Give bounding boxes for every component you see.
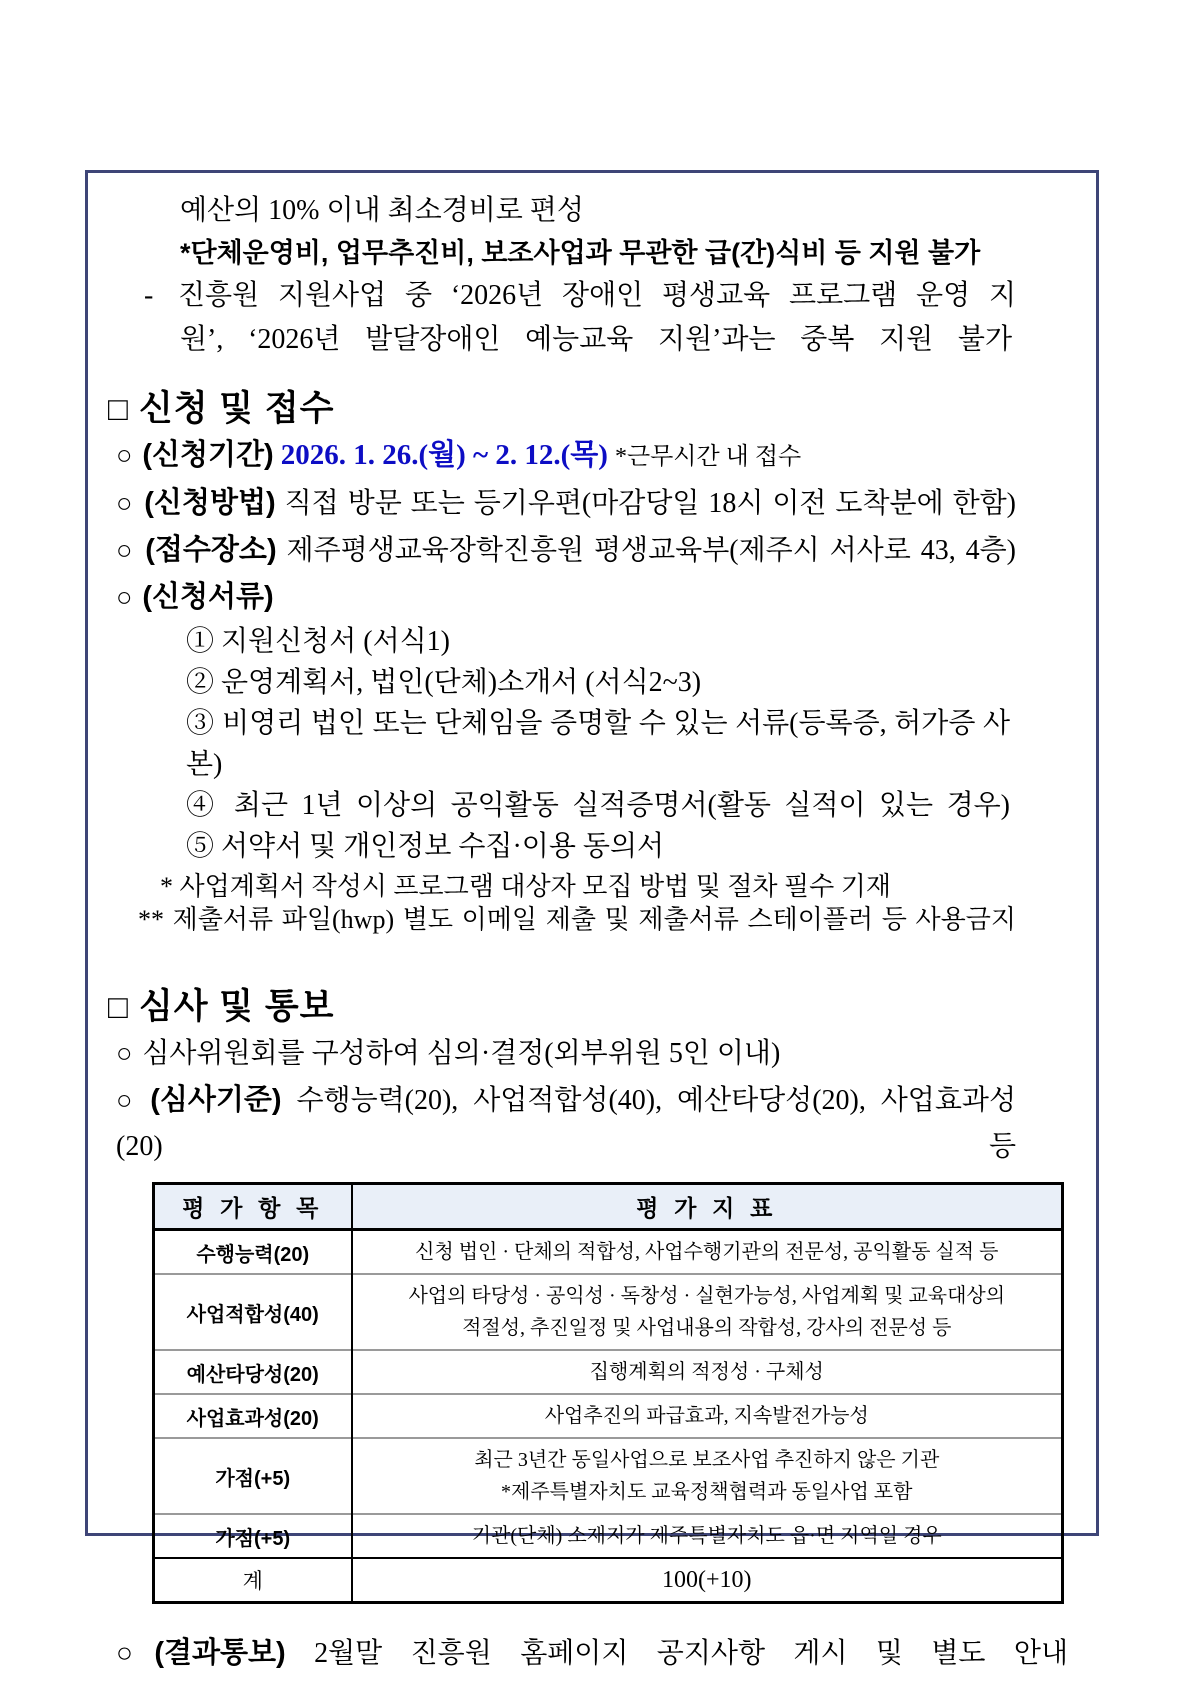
header-evaluation-item: 평 가 항 목	[154, 1184, 352, 1230]
indicator-line: 기관(단체) 소재지가 제주특별자치도 읍·면 지역일 경우	[471, 1525, 942, 1547]
evaluation-indicator-cell	[352, 1394, 1063, 1438]
document-item: ④ 최근 1년 이상의 공익활동 실적증명서(활동 실적이 있는 경우)	[186, 790, 1010, 821]
indicator-line: 최근 3년간 동일사업으로 보조사업 추진하지 않은 기관	[474, 1449, 940, 1471]
intro-duplicate-line-1	[144, 274, 1016, 318]
evaluation-item-cell: 예산타당성(20)	[154, 1350, 352, 1394]
intro-budget-line: 예산의 10% 이내 최소경비로 편성	[180, 195, 584, 226]
circle-marker-icon: ○	[116, 1038, 133, 1068]
document-item: ① 지원신청서 (서식1)	[186, 626, 450, 657]
result-notification-label: (결과통보)	[154, 1637, 286, 1669]
circle-marker-icon: ○	[116, 440, 133, 470]
intro-duplicate-text-1: 진흥원 지원사업 중 ‘2026년 장애인 평생교육 프로그램 운영 지	[178, 280, 1016, 311]
evaluation-indicator-cell	[352, 1438, 1063, 1514]
receipt-place-label: (접수장소)	[145, 534, 277, 566]
evaluation-item-cell: 계	[154, 1558, 352, 1603]
evaluation-indicator-cell	[352, 1350, 1063, 1394]
application-period-dates: 2026. 1. 26.(월) ~ 2. 12.(목)	[280, 439, 608, 471]
intro-duplicate-line-2: 원’, ‘2026년 발달장애인 예능교육 지원’과는 중복 지원 불가	[180, 324, 1012, 355]
table-row	[154, 1394, 1063, 1438]
evaluation-item-cell: 가점(+5)	[154, 1514, 352, 1558]
review-criteria-text: 수행능력(20), 사업적합성(40), 예산타당성(20), 사업효과성(20) 등	[116, 1085, 1016, 1162]
intro-restriction-note: *단체운영비, 업무추진비, 보조사업과 무관한 급(간)식비 등 지원 불가	[180, 238, 981, 268]
bullet-result-notification	[116, 1630, 1068, 1677]
bullet-review-committee	[116, 1030, 1016, 1077]
table-row	[154, 1514, 1063, 1558]
indicator-line: 신청 법인 · 단체의 적합성, 사업수행기관의 전문성, 공익활동 실적 등	[415, 1241, 999, 1263]
section-title-application-label: 신청 및 접수	[138, 389, 335, 428]
circle-marker-icon: ○	[116, 582, 133, 612]
circle-marker-icon: ○	[116, 1638, 155, 1669]
table-row	[154, 1230, 1063, 1275]
review-committee-text: 심사위원회를 구성하여 심의·결정(외부위원 5인 이내)	[142, 1038, 781, 1069]
evaluation-indicator-cell	[352, 1514, 1063, 1558]
document-item: ⑤ 서약서 및 개인정보 수집·이용 동의서	[186, 831, 665, 862]
page-border-frame	[85, 170, 1099, 1669]
table-total-row	[154, 1558, 1063, 1603]
evaluation-item-cell: 가점(+5)	[154, 1438, 352, 1514]
result-notification-text: 2월말 진흥원 홈페이지 공지사항 게시 및 별도 안내	[314, 1638, 1068, 1669]
dash-marker: -	[144, 280, 154, 311]
header-evaluation-indicator: 평 가 지 표	[352, 1184, 1063, 1230]
square-marker-icon: □	[108, 988, 129, 1025]
bullet-application-documents	[116, 574, 1016, 621]
circle-marker-icon: ○	[116, 1085, 141, 1115]
indicator-line: 사업추진의 파급효과, 지속발전가능성	[544, 1405, 869, 1427]
application-documents-label: (신청서류)	[142, 581, 274, 613]
footnote-list	[108, 870, 1078, 936]
footnote-item: * 사업계획서 작성시 프로그램 대상자 모집 방법 및 절차 필수 기재	[160, 872, 892, 901]
evaluation-indicator-cell	[352, 1230, 1063, 1275]
application-period-label: (신청기간)	[142, 439, 274, 471]
footnote-item: ** 제출서류 파일(hwp) 별도 이메일 제출 및 제출서류 스테이플러 등 사용금지	[138, 905, 1016, 934]
evaluation-item-cell: 수행능력(20)	[154, 1230, 352, 1275]
table-row	[154, 1350, 1063, 1394]
bullet-review-criteria	[116, 1077, 1016, 1170]
evaluation-indicator-cell	[352, 1558, 1063, 1603]
bullet-receipt-place	[116, 527, 1016, 574]
review-criteria-label: (심사기준)	[150, 1084, 282, 1116]
table-row	[154, 1438, 1063, 1514]
indicator-line: 100(+10)	[661, 1567, 752, 1593]
indicator-line: 적절성, 추진일정 및 사업내용의 작합성, 강사의 전문성 등	[462, 1317, 952, 1339]
evaluation-item-cell: 사업적합성(40)	[154, 1274, 352, 1350]
evaluation-indicator-cell	[352, 1274, 1063, 1350]
document-list	[108, 621, 1078, 867]
circle-marker-icon: ○	[116, 488, 135, 518]
indicator-line: 사업의 타당성 · 공익성 · 독창성 · 실현가능성, 사업계획 및 교육대상의	[408, 1285, 1006, 1307]
document-item: ② 운영계획서, 법인(단체)소개서 (서식2~3)	[186, 667, 702, 698]
application-period-note: *근무시간 내 접수	[614, 444, 802, 470]
bullet-application-period	[116, 432, 1016, 480]
evaluation-item-cell: 사업효과성(20)	[154, 1394, 352, 1438]
indicator-line: *제주특별자치도 교육정책협력과 동일사업 포함	[501, 1481, 913, 1503]
evaluation-table-header-row	[154, 1184, 1063, 1230]
section-title-review-label: 심사 및 통보	[138, 987, 335, 1026]
evaluation-table	[152, 1182, 1064, 1604]
receipt-place-text: 제주평생교육장학진흥원 평생교육부(제주시 서사로 43, 4층)	[286, 535, 1016, 566]
section-title-application	[108, 386, 1078, 432]
application-method-label: (신청방법)	[144, 487, 276, 519]
section-title-review	[108, 984, 1078, 1030]
table-row	[154, 1274, 1063, 1350]
circle-marker-icon: ○	[116, 535, 136, 565]
application-method-text: 직접 방문 또는 등기우편(마감당일 18시 이전 도착분에 한함)	[284, 488, 1016, 519]
document-item: ③ 비영리 법인 또는 단체임을 증명할 수 있는 서류(등록증, 허가증 사본)	[186, 708, 1010, 780]
bullet-application-method	[116, 480, 1016, 527]
square-marker-icon: □	[108, 390, 129, 427]
indicator-line: 집행계획의 적정성 · 구체성	[589, 1361, 824, 1383]
